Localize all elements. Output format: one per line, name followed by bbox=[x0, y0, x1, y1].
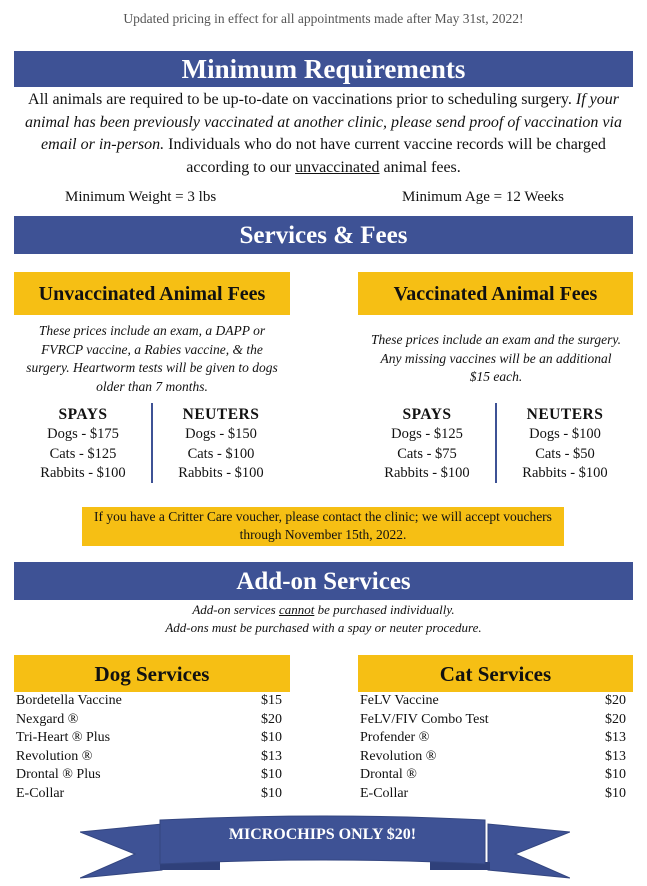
list-item bbox=[360, 748, 626, 767]
neuters-header: NEUTERS bbox=[182, 406, 260, 423]
addon-note-text: Add-on services bbox=[192, 602, 279, 617]
service-name: Tri-Heart ® Plus bbox=[16, 730, 111, 745]
price-item: Cats - $100 bbox=[187, 445, 255, 462]
list-item bbox=[16, 785, 282, 804]
service-price: $13 bbox=[261, 748, 282, 764]
list-item bbox=[16, 729, 282, 748]
addon-note-line-2: Add-ons must be purchased with a spay or neuter procedure. bbox=[165, 620, 482, 635]
minimum-weight: Minimum Weight = 3 lbs bbox=[65, 189, 217, 205]
addon-services-heading: Add-on Services bbox=[14, 562, 633, 600]
column-divider bbox=[151, 403, 153, 483]
list-item bbox=[360, 711, 626, 730]
price-item: Dogs - $150 bbox=[185, 426, 257, 442]
vaccinated-fees-description: These prices include an exam and the surgery. Any missing vaccines will be an additional $15 each. bbox=[371, 332, 621, 384]
microchip-banner-text: MICROCHIPS ONLY $20! bbox=[228, 826, 417, 843]
list-item bbox=[16, 766, 282, 785]
price-item: Rabbits - $100 bbox=[384, 465, 470, 481]
price-item: Rabbits - $100 bbox=[178, 465, 264, 481]
dog-services-heading: Dog Services bbox=[14, 655, 290, 692]
requirements-intro bbox=[14, 89, 633, 179]
service-price: $10 bbox=[261, 785, 282, 801]
price-item: Cats - $75 bbox=[397, 445, 457, 462]
unvaccinated-fees-description: These prices include an exam, a DAPP or FVRCP vaccine, a Rabies vaccine, & the surgery. Heartworm tests will be given to dogs older than 7 months. bbox=[26, 323, 278, 394]
services-fees-heading: Services & Fees bbox=[14, 216, 633, 254]
intro-text-2: Individuals who do not have current vaccine records will be charged according to our bbox=[164, 136, 606, 176]
service-price: $20 bbox=[605, 693, 626, 708]
dog-services-list bbox=[16, 692, 282, 803]
addon-note-text: be purchased individually. bbox=[314, 602, 455, 617]
price-item: Dogs - $175 bbox=[47, 426, 119, 442]
price-item: Dogs - $125 bbox=[391, 426, 463, 442]
addon-note-line-1 bbox=[0, 601, 647, 619]
addon-note bbox=[0, 601, 647, 637]
price-item: Rabbits - $100 bbox=[522, 465, 608, 481]
service-name: Nexgard ® bbox=[16, 711, 79, 727]
neuters-header: NEUTERS bbox=[526, 406, 604, 423]
spays-header: SPAYS bbox=[402, 406, 452, 423]
list-item bbox=[360, 766, 626, 785]
service-name: FeLV Vaccine bbox=[360, 693, 439, 708]
service-name: Drontal ® bbox=[360, 767, 417, 782]
intro-italic-text: If your animal has been previously vaccinated at another clinic, please send proof of vaccination via email or in-person. bbox=[25, 91, 622, 153]
price-item: Cats - $125 bbox=[49, 445, 117, 462]
intro-underline-text: unvaccinated bbox=[295, 158, 380, 176]
service-price: $10 bbox=[261, 767, 282, 782]
price-item: Rabbits - $100 bbox=[40, 465, 126, 481]
service-name: Revolution ® bbox=[16, 748, 93, 764]
service-name: E-Collar bbox=[360, 785, 409, 801]
intro-text-1: All animals are required to be up-to-date on vaccinations prior to scheduling surgery. bbox=[28, 91, 576, 108]
service-price: $20 bbox=[261, 711, 282, 727]
addon-note-underline: cannot bbox=[278, 602, 315, 617]
service-price: $15 bbox=[261, 693, 282, 708]
list-item bbox=[16, 692, 282, 711]
minimum-age: Minimum Age = 12 Weeks bbox=[402, 189, 564, 205]
intro-text-3: animal fees. bbox=[379, 158, 461, 176]
service-price: $13 bbox=[605, 748, 626, 764]
service-name: E-Collar bbox=[16, 785, 65, 801]
spays-header: SPAYS bbox=[58, 406, 108, 423]
vaccinated-fees-heading: Vaccinated Animal Fees bbox=[358, 272, 633, 315]
vaccinated-spays bbox=[374, 404, 480, 484]
unvaccinated-neuters bbox=[168, 404, 274, 484]
service-name: Revolution ® bbox=[360, 748, 437, 764]
service-price: $10 bbox=[605, 785, 626, 801]
service-price: $10 bbox=[605, 767, 626, 782]
service-name: Drontal ® Plus bbox=[16, 767, 101, 782]
pricing-update-notice: Updated pricing in effect for all appointments made after May 31st, 2022! bbox=[123, 11, 524, 26]
service-name: FeLV/FIV Combo Test bbox=[360, 711, 489, 727]
price-item: Cats - $50 bbox=[535, 445, 595, 462]
service-price: $13 bbox=[605, 730, 626, 745]
list-item bbox=[16, 748, 282, 767]
vaccinated-neuters bbox=[512, 404, 618, 484]
service-name: Profender ® bbox=[360, 730, 430, 745]
service-name: Bordetella Vaccine bbox=[16, 693, 122, 708]
list-item bbox=[16, 711, 282, 730]
cat-services-heading: Cat Services bbox=[358, 655, 633, 692]
unvaccinated-fees-heading: Unvaccinated Animal Fees bbox=[14, 272, 290, 315]
price-item: Dogs - $100 bbox=[529, 426, 601, 442]
list-item bbox=[360, 785, 626, 804]
service-price: $10 bbox=[261, 730, 282, 745]
unvaccinated-spays bbox=[30, 404, 136, 484]
column-divider bbox=[495, 403, 497, 483]
service-price: $20 bbox=[605, 711, 626, 727]
list-item bbox=[360, 692, 626, 711]
minimum-requirements-heading: Minimum Requirements bbox=[14, 51, 633, 87]
cat-services-list bbox=[360, 692, 626, 803]
voucher-notice: If you have a Critter Care voucher, please contact the clinic; we will accept vouchers through November 15th, 2022. bbox=[82, 507, 564, 546]
list-item bbox=[360, 729, 626, 748]
